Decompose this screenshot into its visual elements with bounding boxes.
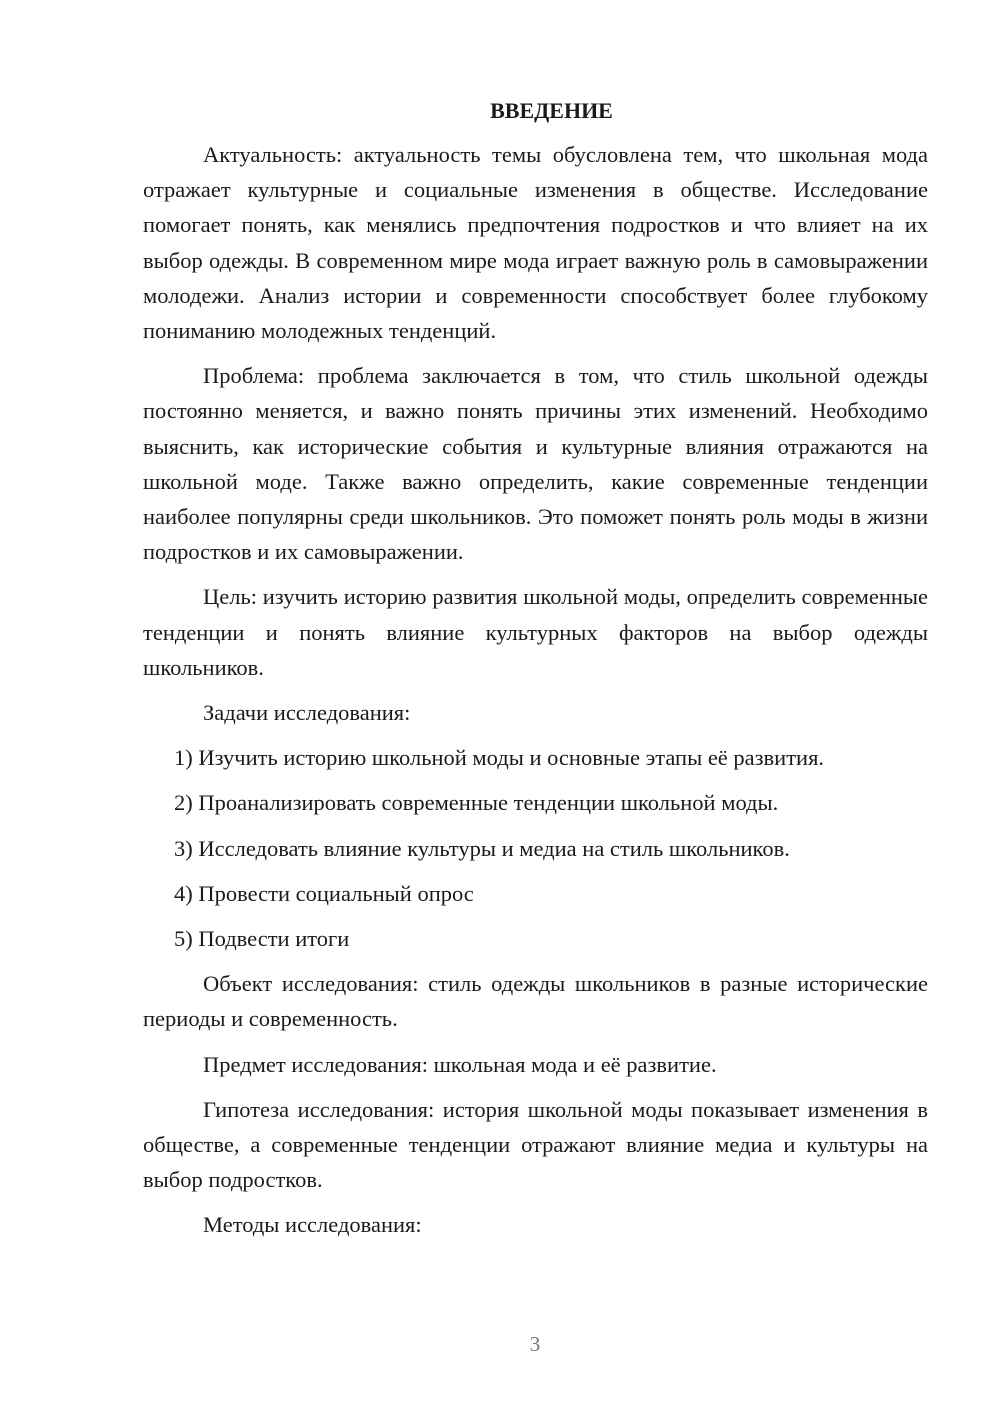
- relevance-paragraph: Актуальность: актуальность темы обусловлена тем, что школьная мода отражает культурные и социальные изменения в обществе. Исследование помогает понять, как менялись предпочтения подростков и что влияет на их выбор одежды. В современном мире мода играет важную роль в самовыражении молодежи. Анализ истории и современности способствует более глубокому пониманию молодежных тенденций.: [143, 142, 928, 344]
- goal-paragraph: Цель: изучить историю развития школьной моды, определить современные тенденции и понять влияние культурных факторов на выбор одежды школьников.: [143, 584, 928, 680]
- section-title: ВВЕДЕНИЕ: [490, 98, 613, 123]
- tasks-heading: Задачи исследования:: [203, 700, 411, 726]
- page-content: [143, 95, 928, 1253]
- task-item: 2) Проанализировать современные тенденции школьной моды.: [174, 790, 779, 816]
- task-item: 3) Исследовать влияние культуры и медиа на стиль школьников.: [174, 835, 790, 861]
- task-item: 1) Изучить историю школьной моды и основные этапы её развития.: [174, 745, 825, 771]
- task-item: 5) Подвести итоги: [174, 926, 350, 952]
- problem-paragraph: Проблема: проблема заключается в том, что стиль школьной одежды постоянно меняется, и важно понять причины этих изменений. Необходимо выяснить, как исторические события и культурные влияния отражаются на школьной моде. Также важно определить, какие современные тенденции наиболее популярны среди школьников. Это поможет понять роль моды в жизни подростков и их самовыражении.: [143, 363, 928, 565]
- subject-paragraph: Предмет исследования: школьная мода и её развитие.: [203, 1051, 717, 1077]
- task-item: 4) Провести социальный опрос: [174, 880, 474, 906]
- methods-heading: Методы исследования:: [203, 1212, 422, 1238]
- object-paragraph: Объект исследования: стиль одежды школьников в разные исторические периоды и современность.: [143, 971, 928, 1032]
- hypothesis-paragraph: Гипотеза исследования: история школьной моды показывает изменения в обществе, а современные тенденции отражают влияние медиа и культуры на выбор подростков.: [143, 1096, 928, 1193]
- page-number: 3: [529, 1332, 541, 1356]
